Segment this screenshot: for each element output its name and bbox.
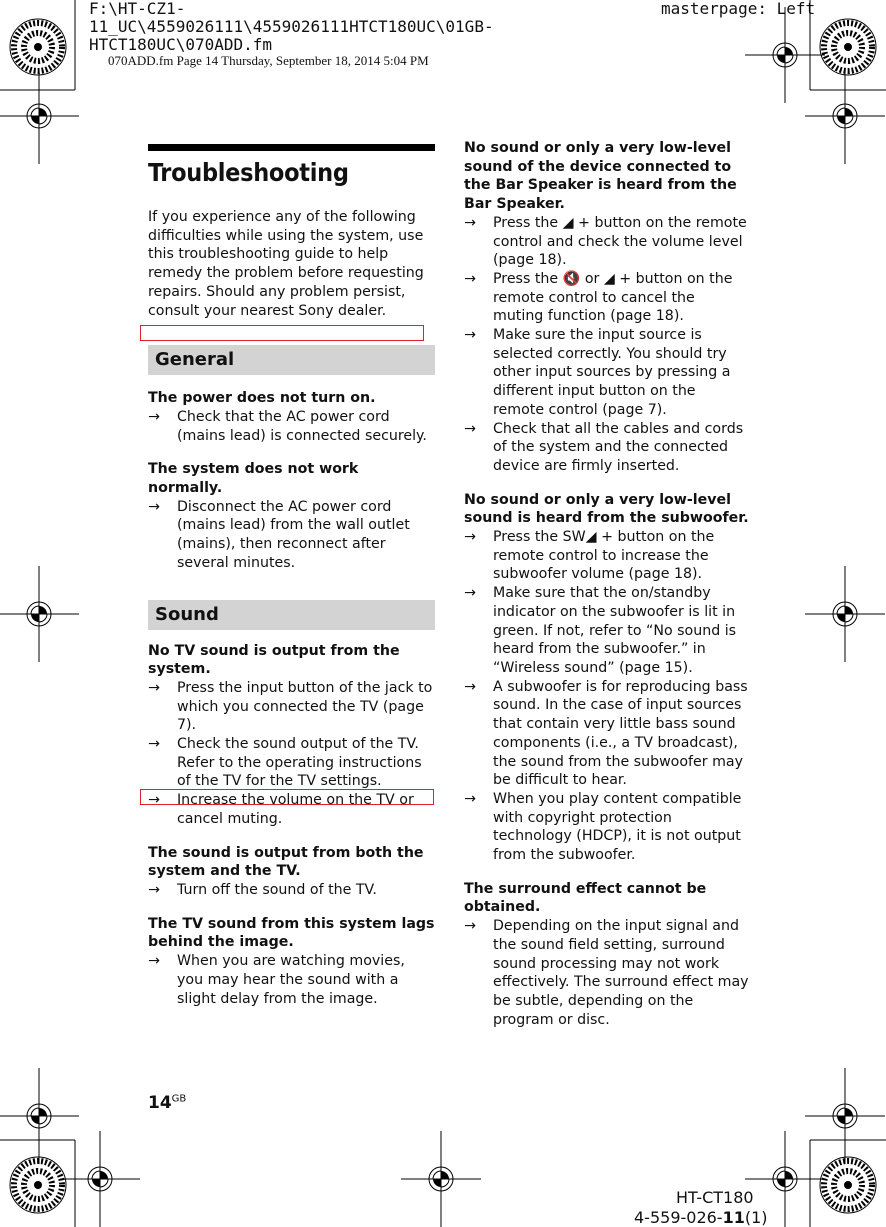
arrow-icon: → [464,585,476,602]
title-rule [148,144,435,151]
answer-item: → When you play content compatible with copyright protection technology (HDCP), it is not output from the subwoofer. [464,790,742,864]
arrow-icon: → [464,678,476,695]
section-heading-general: General [148,345,435,375]
answer-item: → A subwoofer is for reproducing bass sound. In the case of input sources that contain very little bass sound components (i.e., a TV broadcast), the sound from the subwoofer may be difficult to hear. [464,678,748,789]
answer-item: → Depending on the input signal and the sound field setting, surround sound processing may not work effectively. The surround effect may be subtle, depending on the program or disc. [464,918,749,1028]
red-highlight-box [140,325,424,341]
arrow-icon: → [148,881,160,898]
page-title: Troubleshooting [148,158,349,187]
framemaker-info: 070ADD.fm Page 14 Thursday, September 18, 2014 5:04 PM [108,53,429,68]
answer-item: → Increase the volume on the TV or cancel muting. [148,792,414,827]
model-name: HT-CT180 [676,1188,754,1207]
arrow-icon: → [464,790,476,807]
masterpage-label: masterpage: Left [661,0,816,18]
part-code: 4-559-026-11(1) [634,1208,768,1227]
arrow-icon: → [464,214,476,231]
answer-item: → Check the sound output of the TV. Refer to the operating instructions of the TV for the TV settings. [148,736,422,790]
question: No sound or only a very low-level sound is heard from the subwoofer. [464,491,749,527]
question: The sound is output from both the system and the TV. [148,844,424,880]
question: The TV sound from this system lags behind the image. [148,915,435,951]
question: The power does not turn on. [148,390,376,407]
question: The system does not work normally. [148,461,359,497]
arrow-icon: → [148,408,160,425]
question: No TV sound is output from the system. [148,642,400,678]
arrow-icon: → [148,679,160,696]
right-column [464,139,749,1029]
arrow-icon: → [148,736,160,753]
arrow-icon: → [464,270,476,287]
answer-item: → Make sure that the on/standby indicator on the subwoofer is lit in green. If not, refer to “No sound is heard from the subwoofer.” in “Wireless sound” (page 15). [464,585,737,676]
arrow-icon: → [148,953,160,970]
question: The surround effect cannot be obtained. [464,880,707,916]
arrow-icon: → [464,529,476,546]
arrow-icon: → [464,327,476,344]
question: No sound or only a very low-level sound of the device connected to the Bar Speaker is heard from the Bar Speaker. [464,140,737,213]
answer-item: → Press the ◢ + button on the remote control and check the volume level (page 18). [464,214,747,269]
arrow-icon: → [464,420,476,437]
arrow-icon: → [464,918,476,935]
answer-item: → Press the input button of the jack to which you connected the TV (page 7). [148,679,433,734]
answer-item: → When you are watching movies, you may hear the sound with a slight delay from the image. [148,953,405,1007]
file-path: F:\HT-CZ1-11_UC\4559026111\4559026111HTCT180UC\01GB-HTCT180UC\070ADD.fm [89,0,494,54]
answer-item: → Check that all the cables and cords of the system and the connected device are firmly inserted. [464,420,744,474]
answer-item: → Check that the AC power cord (mains lead) is connected securely. [148,408,427,444]
intro-text: If you experience any of the following difficulties while using the system, use this troubleshooting guide to help remedy the problem before requesting repairs. Should any problem persist, consult your nearest Sony dealer. [148,209,424,319]
page-suffix: GB [171,1093,187,1105]
arrow-icon: → [148,498,160,515]
answer-item: → Make sure the input source is selected correctly. You should try other input sources by pressing a different input button on the remote control (page 7). [464,327,731,418]
answer-item: → Press the SW◢ + button on the remote control to increase the subwoofer volume (page 18). [464,529,715,583]
arrow-icon: → [148,792,160,809]
section-heading-sound: Sound [148,600,435,630]
answer-item: → Disconnect the AC power cord (mains lead) from the wall outlet (mains), then reconnect after several minutes. [148,498,410,571]
red-highlight-box [140,789,434,805]
answer-item: → Turn off the sound of the TV. [148,881,377,898]
answer-item: → Press the 🔇 or ◢ + button on the remote control to cancel the muting function (page 18). [464,270,733,325]
page-number: $14^{GB}$ [148,1093,187,1113]
